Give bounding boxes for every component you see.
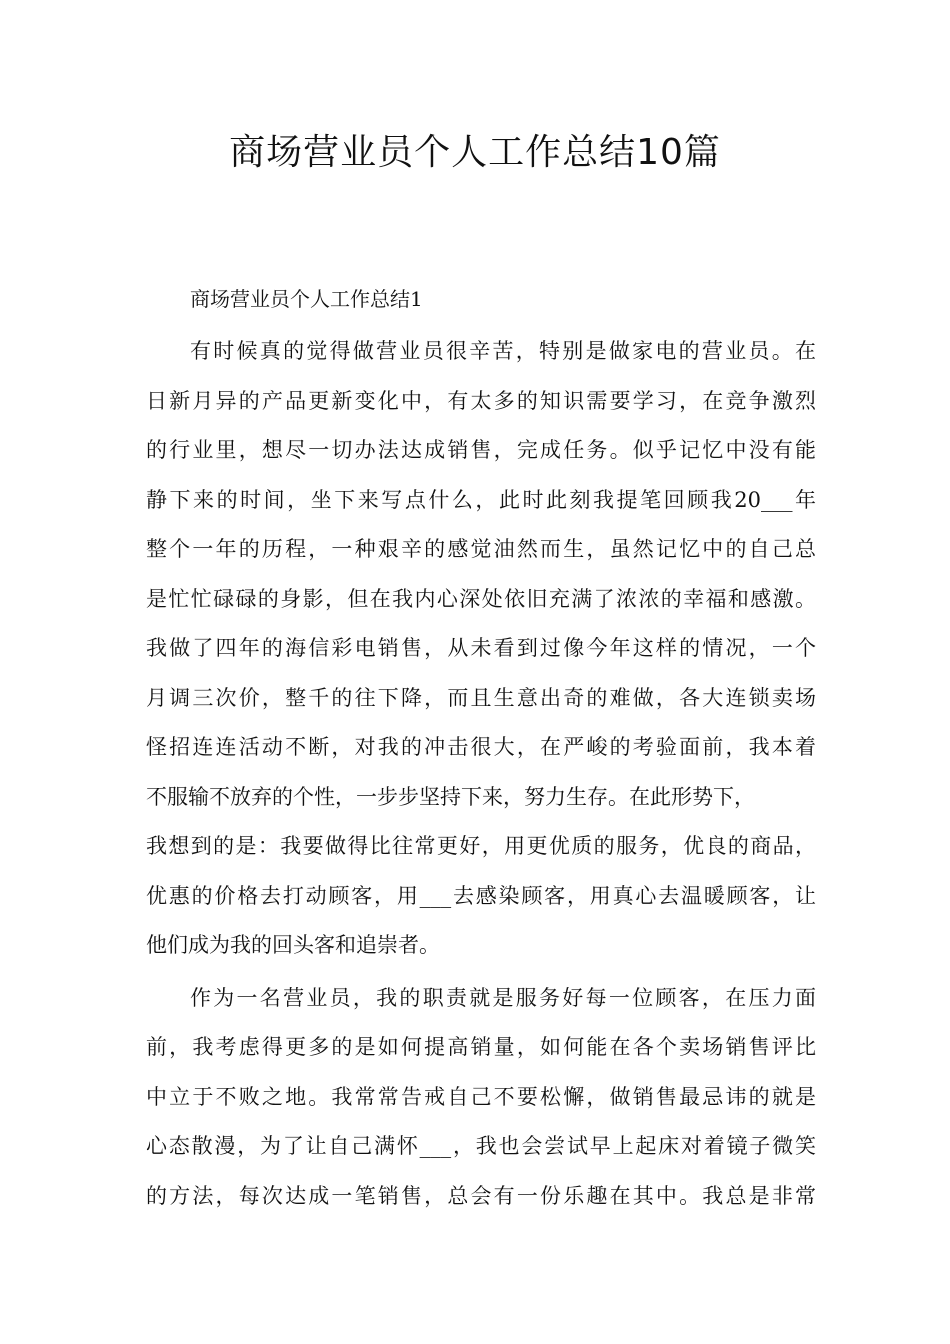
paragraph-line: 整个一年的历程，一种艰辛的感觉油然而生，虽然记忆中的自己总 — [146, 537, 816, 561]
paragraph-line: 中立于不败之地。我常常告戒自己不要松懈，做销售最忌讳的就是 — [146, 1085, 816, 1109]
paragraph-line: 的方法，每次达成一笔销售，总会有一份乐趣在其中。我总是非常 — [146, 1184, 816, 1208]
document-title: 商场营业员个人工作总结10篇 — [229, 132, 721, 173]
paragraph-line: 前，我考虑得更多的是如何提高销量，如何能在各个卖场销售评比 — [146, 1035, 816, 1059]
section-heading: 商场营业员个人工作总结1 — [190, 287, 423, 311]
paragraph-line: 心态散漫，为了让自己满怀___，我也会尝试早上起床对着镜子微笑 — [146, 1134, 816, 1158]
paragraph-line: 怪招连连活动不断，对我的冲击很大，在严峻的考验面前，我本着 — [146, 735, 816, 759]
paragraph-line: 我做了四年的海信彩电销售，从未看到过像今年这样的情况，一个 — [146, 636, 816, 660]
paragraph-line: 是忙忙碌碌的身影，但在我内心深处依旧充满了浓浓的幸福和感激。 — [146, 587, 816, 611]
paragraph-line: 静下来的时间，坐下来写点什么，此时此刻我提笔回顾我20___年 — [146, 488, 816, 512]
paragraph-line: 日新月异的产品更新变化中，有太多的知识需要学习，在竞争激烈 — [146, 389, 816, 413]
paragraph-line: 我想到的是：我要做得比往常更好，用更优质的服务，优良的商品， — [146, 834, 816, 858]
paragraph-line: 有时候真的觉得做营业员很辛苦，特别是做家电的营业员。在 — [190, 339, 816, 363]
paragraph-line: 他们成为我的回头客和追崇者。 — [146, 933, 440, 957]
paragraph-line: 月调三次价，整千的往下降，而且生意出奇的难做，各大连锁卖场 — [146, 686, 816, 710]
paragraph-line: 优惠的价格去打动顾客，用___去感染顾客，用真心去温暖顾客，让 — [146, 884, 816, 908]
paragraph-line: 不服输不放弃的个性，一步步坚持下来，努力生存。在此形势下， — [146, 785, 755, 809]
paragraph-line: 作为一名营业员，我的职责就是服务好每一位顾客，在压力面 — [190, 986, 816, 1010]
paragraph-line: 的行业里，想尽一切办法达成销售，完成任务。似乎记忆中没有能 — [146, 438, 816, 462]
